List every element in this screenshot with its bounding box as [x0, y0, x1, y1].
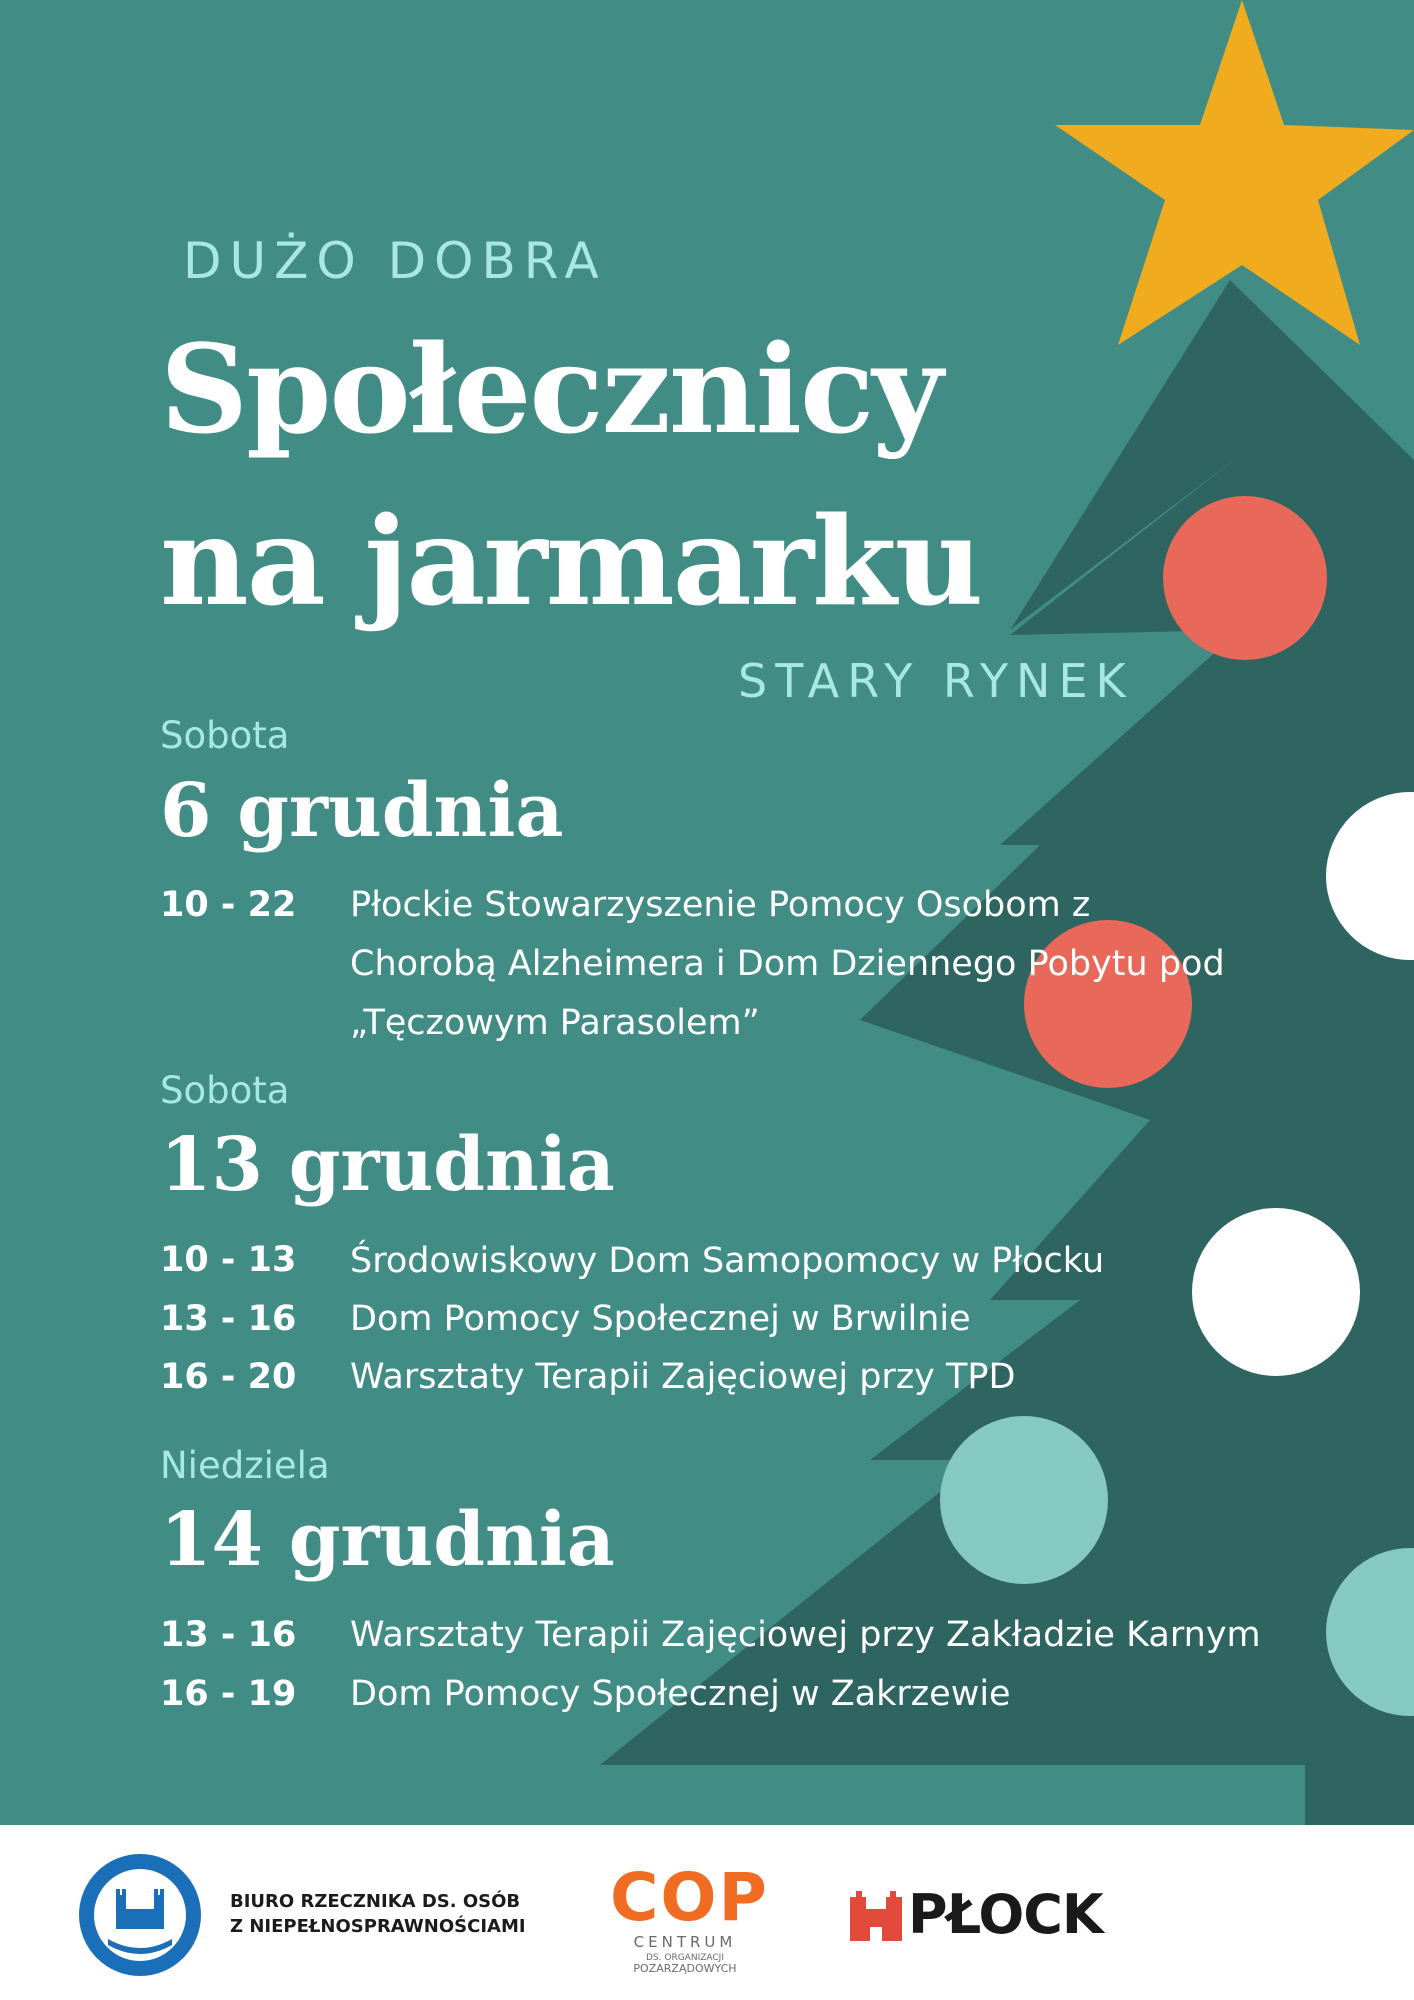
event-org-line: „Tęczowym Parasolem”	[350, 1003, 760, 1043]
event-time: 13 - 16	[160, 1299, 297, 1339]
event-time: 16 - 20	[160, 1357, 297, 1397]
cop-label-line-3: POZARZĄDOWYCH	[633, 1962, 737, 1975]
plock-label: PŁOCK	[908, 1883, 1103, 1946]
event-org-line: Warsztaty Terapii Zajęciowej przy TPD	[350, 1357, 1016, 1397]
event-time: 16 - 19	[160, 1674, 297, 1714]
day-label-3: Niedziela	[160, 1444, 330, 1487]
title-line-1: Społecznicy	[160, 317, 942, 461]
castle-hands-icon	[78, 1853, 202, 1977]
event-org-line: Chorobą Alzheimera i Dom Dziennego Pobytu pod	[350, 944, 1225, 984]
location-text: STARY RYNEK	[738, 654, 1134, 708]
kicker-text: DUŻO DOBRA	[183, 232, 607, 290]
date-heading-3: 14 grudnia	[160, 1497, 615, 1583]
biuro-label-line-1: BIURO RZECZNIKA DS. OSÓB	[230, 1891, 521, 1912]
event-org-line: Płockie Stowarzyszenie Pomocy Osobom z	[350, 885, 1091, 925]
cop-label-line-1: CENTRUM	[633, 1933, 737, 1951]
cop-label-line-2: DS. ORGANIZACJI	[646, 1953, 724, 1963]
title-line-2: na jarmarku	[160, 489, 982, 633]
bauble-red-top	[1163, 496, 1327, 660]
cop-logo-text: COP	[610, 1859, 769, 1936]
cop-logo	[610, 1859, 769, 1995]
event-org-line: Warsztaty Terapii Zajęciowej przy Zakładzie Karnym	[350, 1615, 1261, 1655]
event-org-line: Środowiskowy Dom Samopomocy w Płocku	[350, 1241, 1105, 1281]
footer	[0, 1825, 1414, 2000]
event-time: 13 - 16	[160, 1615, 297, 1655]
event-org-line: Dom Pomocy Społecznej w Brwilnie	[350, 1299, 971, 1339]
biuro-label-line-2: Z NIEPEŁNOSPRAWNOŚCIAMI	[230, 1916, 526, 1937]
day-label-1: Sobota	[160, 714, 290, 757]
date-heading-1: 6 grudnia	[160, 768, 564, 854]
bauble-mint-left	[940, 1416, 1108, 1584]
bauble-white-lower	[1192, 1208, 1360, 1376]
event-time: 10 - 22	[160, 885, 297, 925]
day-label-2: Sobota	[160, 1069, 290, 1112]
date-heading-2: 13 grudnia	[160, 1122, 615, 1208]
castle-towers-icon	[850, 1891, 902, 1941]
event-org-line: Dom Pomocy Społecznej w Zakrzewie	[350, 1674, 1011, 1714]
event-time: 10 - 13	[160, 1240, 297, 1280]
